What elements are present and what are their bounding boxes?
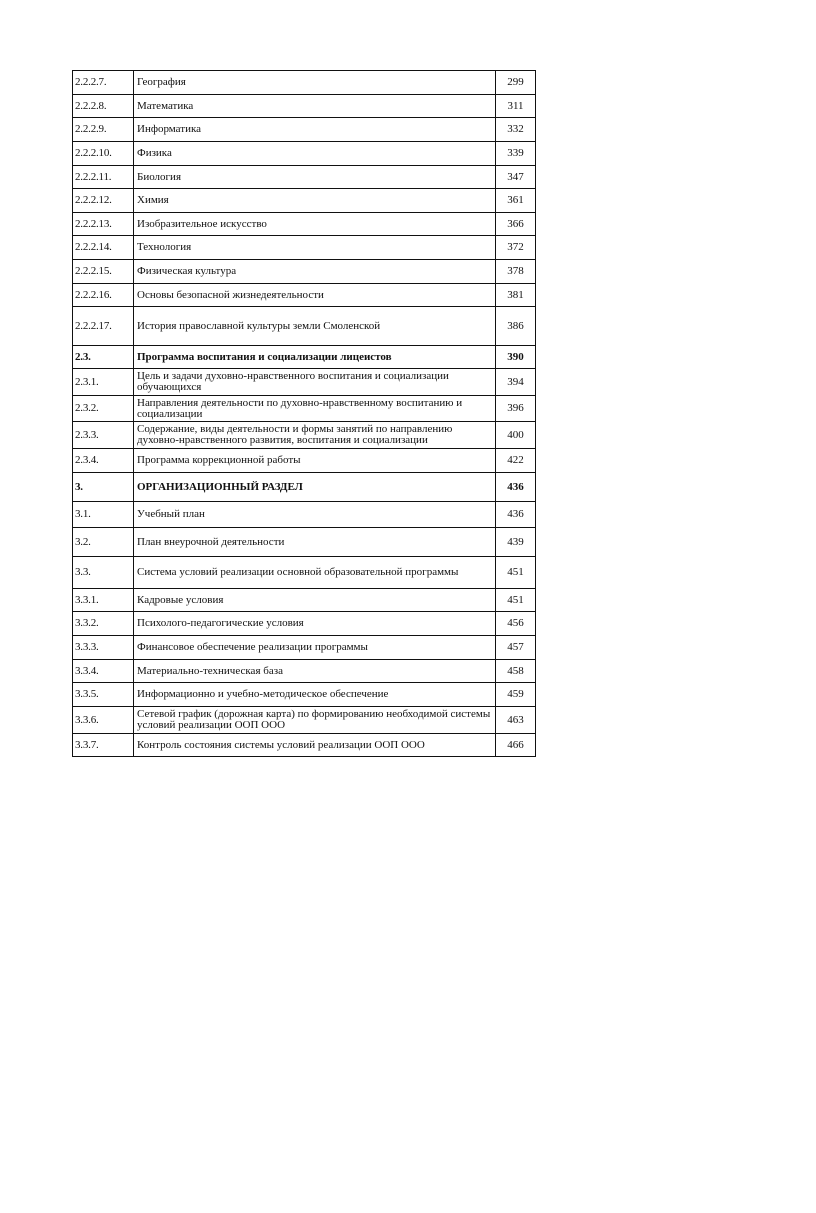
toc-row — [73, 612, 536, 636]
page-number: 299 — [496, 71, 536, 95]
section-number: 2.3.3. — [73, 422, 134, 449]
section-title: Финансовое обеспечение реализации программы — [134, 636, 496, 660]
section-title: Материально-техническая база — [134, 660, 496, 683]
section-number: 2.2.2.13. — [73, 213, 134, 236]
section-number: 3.3.5. — [73, 683, 134, 707]
table-of-contents — [72, 70, 536, 757]
toc-row — [73, 284, 536, 307]
section-number: 2.2.2.9. — [73, 118, 134, 142]
page-number: 439 — [496, 528, 536, 557]
section-number: 2.2.2.8. — [73, 95, 134, 118]
section-title: Цель и задачи духовно-нравственного воспитания и социализации обучающихся — [134, 369, 496, 396]
section-title: Информатика — [134, 118, 496, 142]
page-number: 390 — [496, 346, 536, 369]
toc-row — [73, 589, 536, 612]
section-number: 2.2.2.14. — [73, 236, 134, 260]
section-title: Учебный план — [134, 502, 496, 528]
section-title: Химия — [134, 189, 496, 213]
section-number: 2.2.2.10. — [73, 142, 134, 166]
toc-row — [73, 528, 536, 557]
page-number: 466 — [496, 734, 536, 757]
section-number: 2.2.2.11. — [73, 166, 134, 189]
toc-row — [73, 166, 536, 189]
section-number: 2.2.2.16. — [73, 284, 134, 307]
section-number: 2.2.2.17. — [73, 307, 134, 346]
section-number: 2.3. — [73, 346, 134, 369]
page-number: 436 — [496, 502, 536, 528]
section-title: Программа коррекционной работы — [134, 449, 496, 473]
section-number: 2.2.2.12. — [73, 189, 134, 213]
page-number: 332 — [496, 118, 536, 142]
section-title: Информационно и учебно-методическое обеспечение — [134, 683, 496, 707]
section-number: 2.2.2.7. — [73, 71, 134, 95]
section-title: Технология — [134, 236, 496, 260]
section-title: Физика — [134, 142, 496, 166]
toc-row — [73, 502, 536, 528]
section-title: Физическая культура — [134, 260, 496, 284]
section-number: 3.3.7. — [73, 734, 134, 757]
section-title: Сетевой график (дорожная карта) по формированию необходимой системы условий реализации ООП ООО — [134, 707, 496, 734]
toc-row — [73, 118, 536, 142]
page-number: 436 — [496, 473, 536, 502]
page-number: 381 — [496, 284, 536, 307]
page-number: 339 — [496, 142, 536, 166]
section-number: 3.3.2. — [73, 612, 134, 636]
page-number: 311 — [496, 95, 536, 118]
toc-row — [73, 683, 536, 707]
toc-row — [73, 557, 536, 589]
page-number: 456 — [496, 612, 536, 636]
page-number: 451 — [496, 557, 536, 589]
section-title: Направления деятельности по духовно-нравственному воспитанию и социализации — [134, 396, 496, 422]
toc-row — [73, 449, 536, 473]
section-title: История православной культуры земли Смоленской — [134, 307, 496, 346]
section-title: Основы безопасной жизнедеятельности — [134, 284, 496, 307]
page-number: 457 — [496, 636, 536, 660]
toc-row — [73, 346, 536, 369]
section-number: 2.2.2.15. — [73, 260, 134, 284]
toc-row — [73, 707, 536, 734]
section-title: Содержание, виды деятельности и формы занятий по направлению духовно-нравственного развития, воспитания и социализации — [134, 422, 496, 449]
section-title: Математика — [134, 95, 496, 118]
section-title: Программа воспитания и социализации лицеистов — [134, 346, 496, 369]
toc-row — [73, 142, 536, 166]
toc-row — [73, 734, 536, 757]
section-title: Кадровые условия — [134, 589, 496, 612]
section-number: 2.3.2. — [73, 396, 134, 422]
page-number: 372 — [496, 236, 536, 260]
page-number: 394 — [496, 369, 536, 396]
section-title: Психолого-педагогические условия — [134, 612, 496, 636]
page-number: 366 — [496, 213, 536, 236]
page-number: 422 — [496, 449, 536, 473]
toc-row — [73, 660, 536, 683]
toc-row — [73, 260, 536, 284]
page-number: 396 — [496, 396, 536, 422]
page-number: 463 — [496, 707, 536, 734]
toc-row — [73, 236, 536, 260]
toc-row — [73, 189, 536, 213]
toc-row — [73, 369, 536, 396]
section-number: 3.3.1. — [73, 589, 134, 612]
toc-row — [73, 95, 536, 118]
section-number: 3.3. — [73, 557, 134, 589]
toc-row — [73, 396, 536, 422]
page-number: 458 — [496, 660, 536, 683]
toc-row — [73, 422, 536, 449]
page-number: 347 — [496, 166, 536, 189]
page-number: 378 — [496, 260, 536, 284]
section-title: План внеурочной деятельности — [134, 528, 496, 557]
page-number: 386 — [496, 307, 536, 346]
section-number: 2.3.1. — [73, 369, 134, 396]
toc-row — [73, 636, 536, 660]
section-title: Биология — [134, 166, 496, 189]
toc-row — [73, 213, 536, 236]
section-number: 3. — [73, 473, 134, 502]
section-number: 3.3.4. — [73, 660, 134, 683]
page-number: 459 — [496, 683, 536, 707]
section-number: 3.1. — [73, 502, 134, 528]
section-title: ОРГАНИЗАЦИОННЫЙ РАЗДЕЛ — [134, 473, 496, 502]
toc-row — [73, 71, 536, 95]
section-title: Система условий реализации основной образовательной программы — [134, 557, 496, 589]
section-number: 3.3.3. — [73, 636, 134, 660]
page-number: 451 — [496, 589, 536, 612]
toc-row — [73, 473, 536, 502]
toc-row — [73, 307, 536, 346]
section-number: 3.2. — [73, 528, 134, 557]
section-number: 2.3.4. — [73, 449, 134, 473]
section-number: 3.3.6. — [73, 707, 134, 734]
section-title: Контроль состояния системы условий реализации ООП ООО — [134, 734, 496, 757]
section-title: Изобразительное искусство — [134, 213, 496, 236]
page-number: 361 — [496, 189, 536, 213]
section-title: География — [134, 71, 496, 95]
page-number: 400 — [496, 422, 536, 449]
